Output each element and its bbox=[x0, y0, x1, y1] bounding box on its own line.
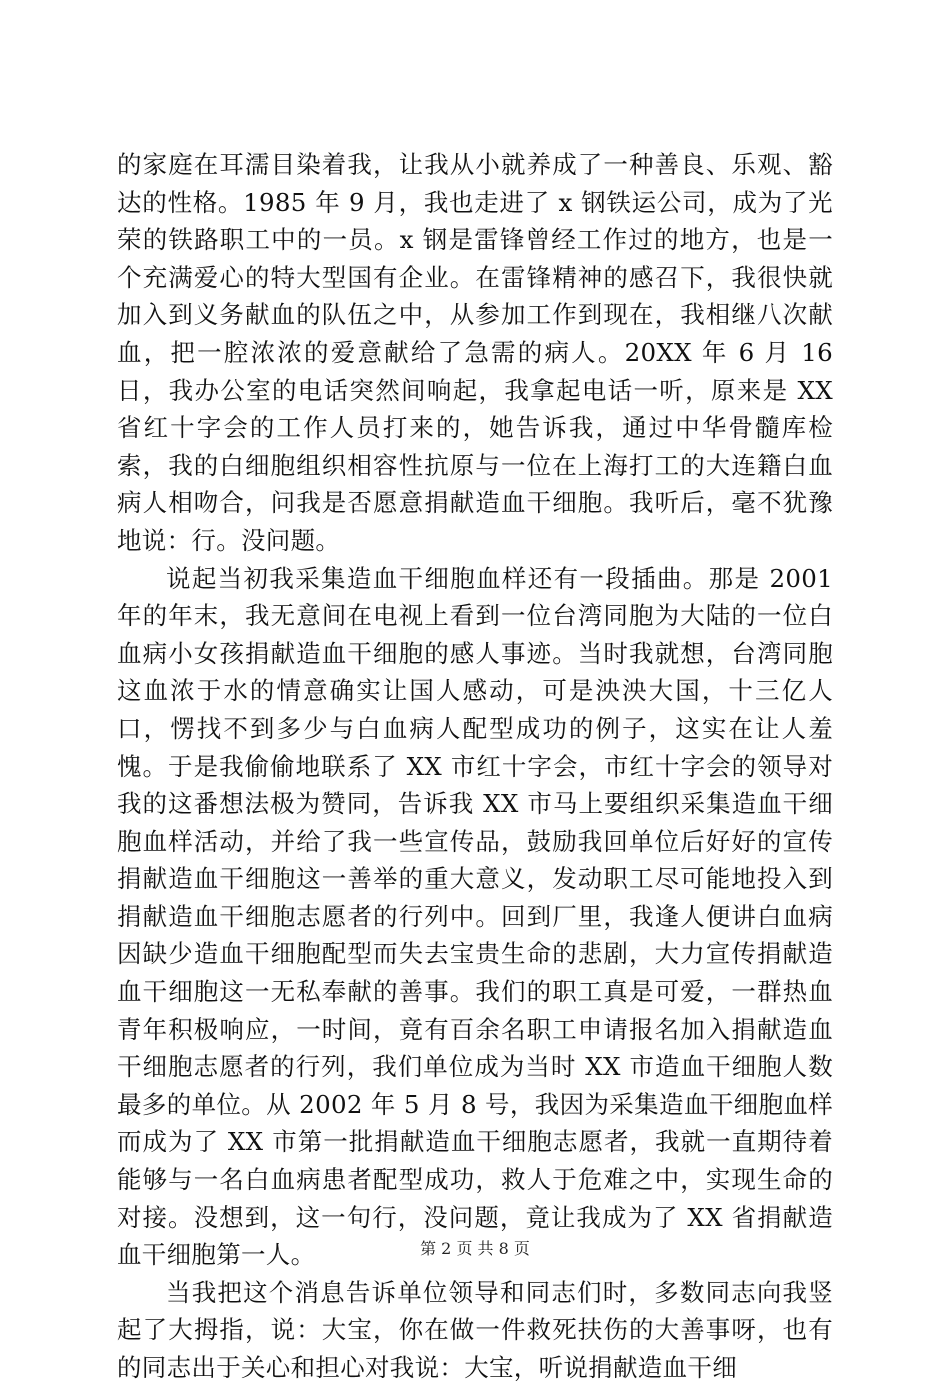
paragraph-1: 的家庭在耳濡目染着我，让我从小就养成了一种善良、乐观、豁达的性格。1985 年 9 月，我也走进了 x 钢铁运公司，成为了光荣的铁路职工中的一员。x 钢是雷锋曾经工作过的地方，也是一个充满爱心的特大型国有企业。在雷锋精神的感召下，我很快就加入到义务献血的队伍之中，从参加工作到现在，我相继八次献血，把一腔浓浓的爱意献给了急需的病人。20XX 年 6 月 16 日，我办公室的电话突然间响起，我拿起电话一听，原来是 XX 省红十字会的工作人员打来的，她告诉我，通过中华骨髓库检索，我的白细胞组织相容性抗原与一位在上海打工的大连籍白血病人相吻合，问我是否愿意捐献造血干细胞。我听后，毫不犹豫地说：行。没问题。 bbox=[117, 150, 833, 555]
paragraph-2: 说起当初我采集造血干细胞血样还有一段插曲。那是 2001 年的年末，我无意间在电视上看到一位台湾同胞为大陆的一位白血病小女孩捐献造血干细胞的感人事迹。当时我就想，台湾同胞这血浓于水的情意确实让国人感动，可是泱泱大国，十三亿人口，愣找不到多少与白血病人配型成功的例子，这实在让人羞愧。于是我偷偷地联系了 XX 市红十字会，市红十字会的领导对我的这番想法极为赞同，告诉我 XX 市马上要组织采集造血干细胞血样活动，并给了我一些宣传品，鼓励我回单位后好好的宣传捐献造血干细胞这一善举的重大意义，发动职工尽可能地投入到捐献造血干细胞志愿者的行列中。回到厂里，我逢人便讲白血病因缺少造血干细胞配型而失去宝贵生命的悲剧，大力宣传捐献造血干细胞这一无私奉献的善事。我们的职工真是可爱，一群热血青年积极响应，一时间，竟有百余名职工申请报名加入捐献造血干细胞志愿者的行列，我们单位成为当时 XX 市造血干细胞人数最多的单位。从 2002 年 5 月 8 号，我因为采集造血干细胞血样而成为了 XX 市第一批捐献造血干细胞志愿者，我就一直期待着能够与一名白血病患者配型成功，救人于危难之中，实现生命的对接。没想到，这一句行，没问题，竟让我成为了 XX 省捐献造血干细胞第一人。 bbox=[117, 563, 833, 1270]
document-body bbox=[117, 146, 833, 1387]
page-footer: 第 2 页 共 8 页 bbox=[420, 1239, 530, 1258]
paragraph-3: 当我把这个消息告诉单位领导和同志们时，多数同志向我竖起了大拇指，说：大宝，你在做一件救死扶伤的大善事呀，也有的同志出于关心和担心对我说：大宝，听说捐献造血干细 bbox=[117, 1277, 833, 1382]
